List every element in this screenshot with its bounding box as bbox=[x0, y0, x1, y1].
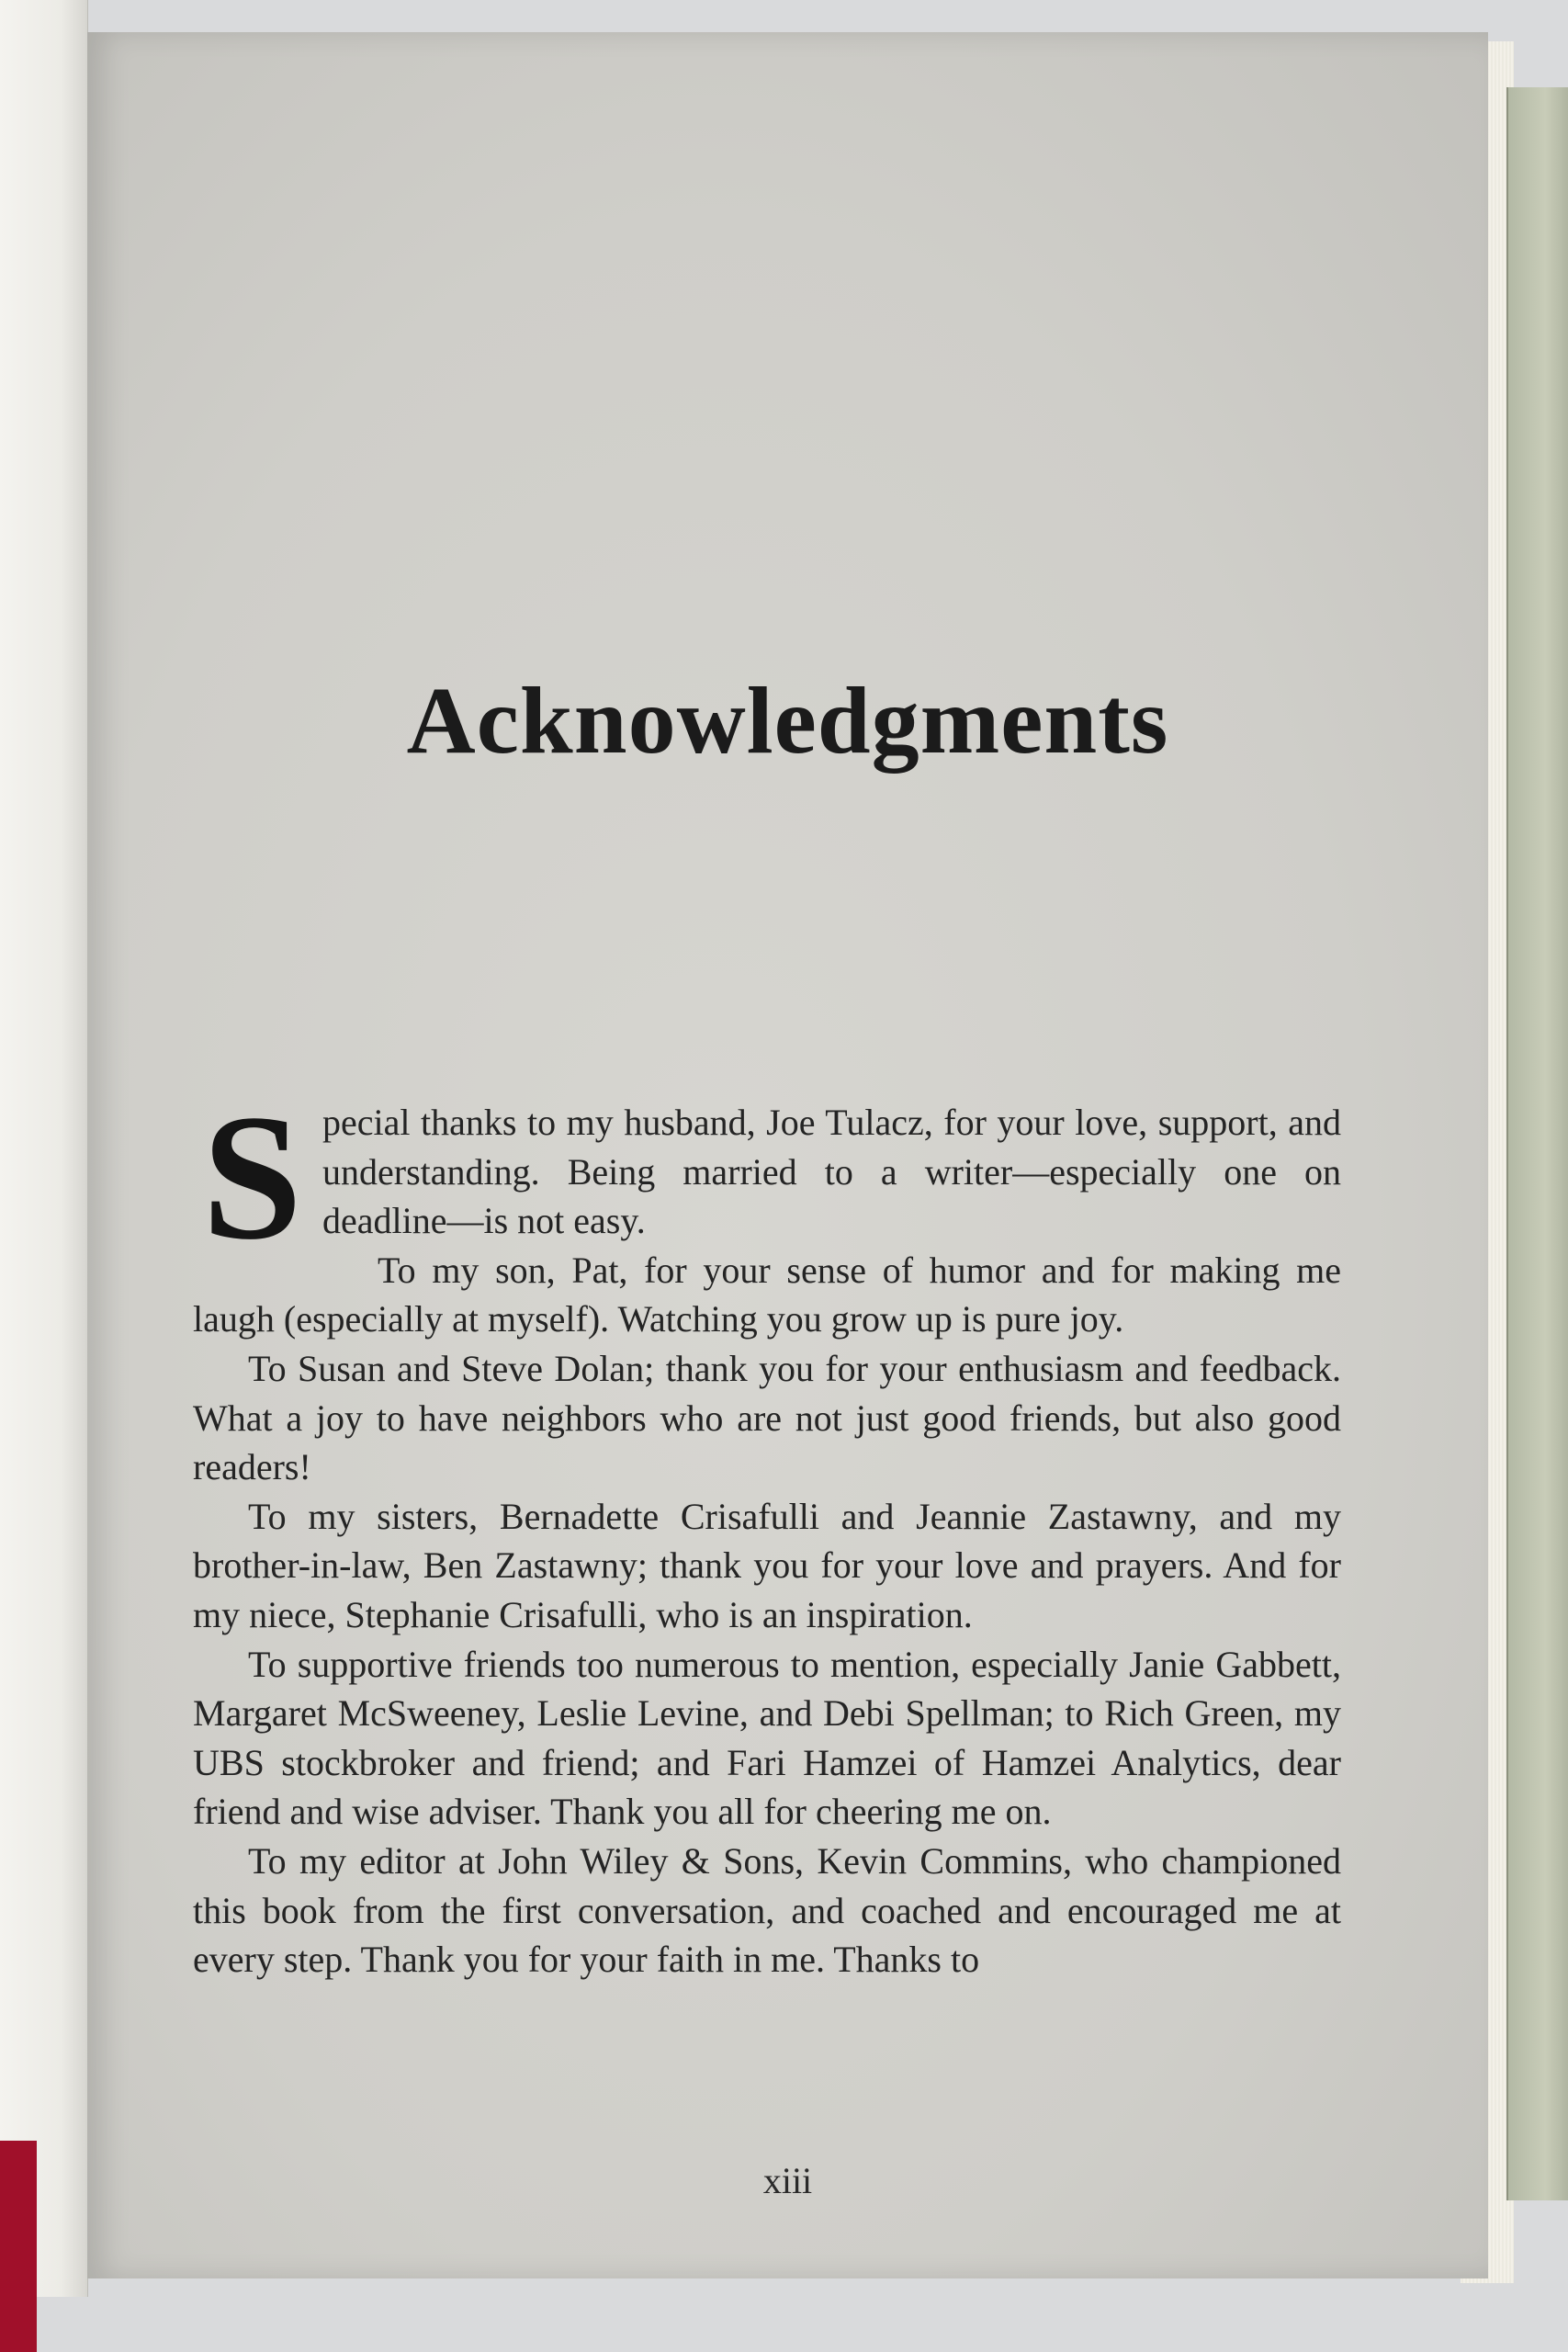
paragraph-text: pecial thanks to my husband, Joe Tulacz, for your love, support, and understanding. Being married to a writer—especially one on deadline—is not easy. bbox=[322, 1102, 1341, 1242]
paragraph: To Susan and Steve Dolan; thank you for your enthusiasm and feedback. What a joy to have neighbors who are not just good friends, but also good readers! bbox=[193, 1347, 1341, 1488]
red-book-cover bbox=[0, 2141, 37, 2352]
paragraph bbox=[193, 1078, 1341, 1277]
drop-cap: S bbox=[202, 1078, 303, 1277]
book-page bbox=[87, 32, 1488, 2278]
page-title: Acknowledgments bbox=[406, 668, 1169, 774]
paragraph: To my sisters, Bernadette Crisafulli and Jeannie Zastawny, and my brother-in-law, Ben Zastawny; thank you for your love and prayers. And for my niece, Stephanie Crisafulli, who is an inspiration. bbox=[193, 1495, 1341, 1635]
paragraph: To my editor at John Wiley & Sons, Kevin Commins, who championed this book from the first conversation, and coached and encouraged me at every step. Thank you for your faith in me. Thanks to bbox=[193, 1839, 1341, 1981]
acknowledgments-text bbox=[193, 1078, 1341, 1984]
paragraph: To my son, Pat, for your sense of humor and for making me laugh (especially at myself). Watching you grow up is pure joy. bbox=[193, 1249, 1341, 1340]
green-book-cover bbox=[1506, 87, 1568, 2200]
left-page-edge bbox=[0, 0, 88, 2297]
paragraph: To supportive friends too numerous to mention, especially Janie Gabbett, Margaret McSweeney, Leslie Levine, and Debi Spellman; to Rich Green, my UBS stockbroker and friend; and Fari Hamzei of Hamzei Analytics, dear friend and wise adviser. Thank you all for cheering me on. bbox=[193, 1643, 1341, 1833]
page-number: xiii bbox=[762, 2160, 813, 2201]
